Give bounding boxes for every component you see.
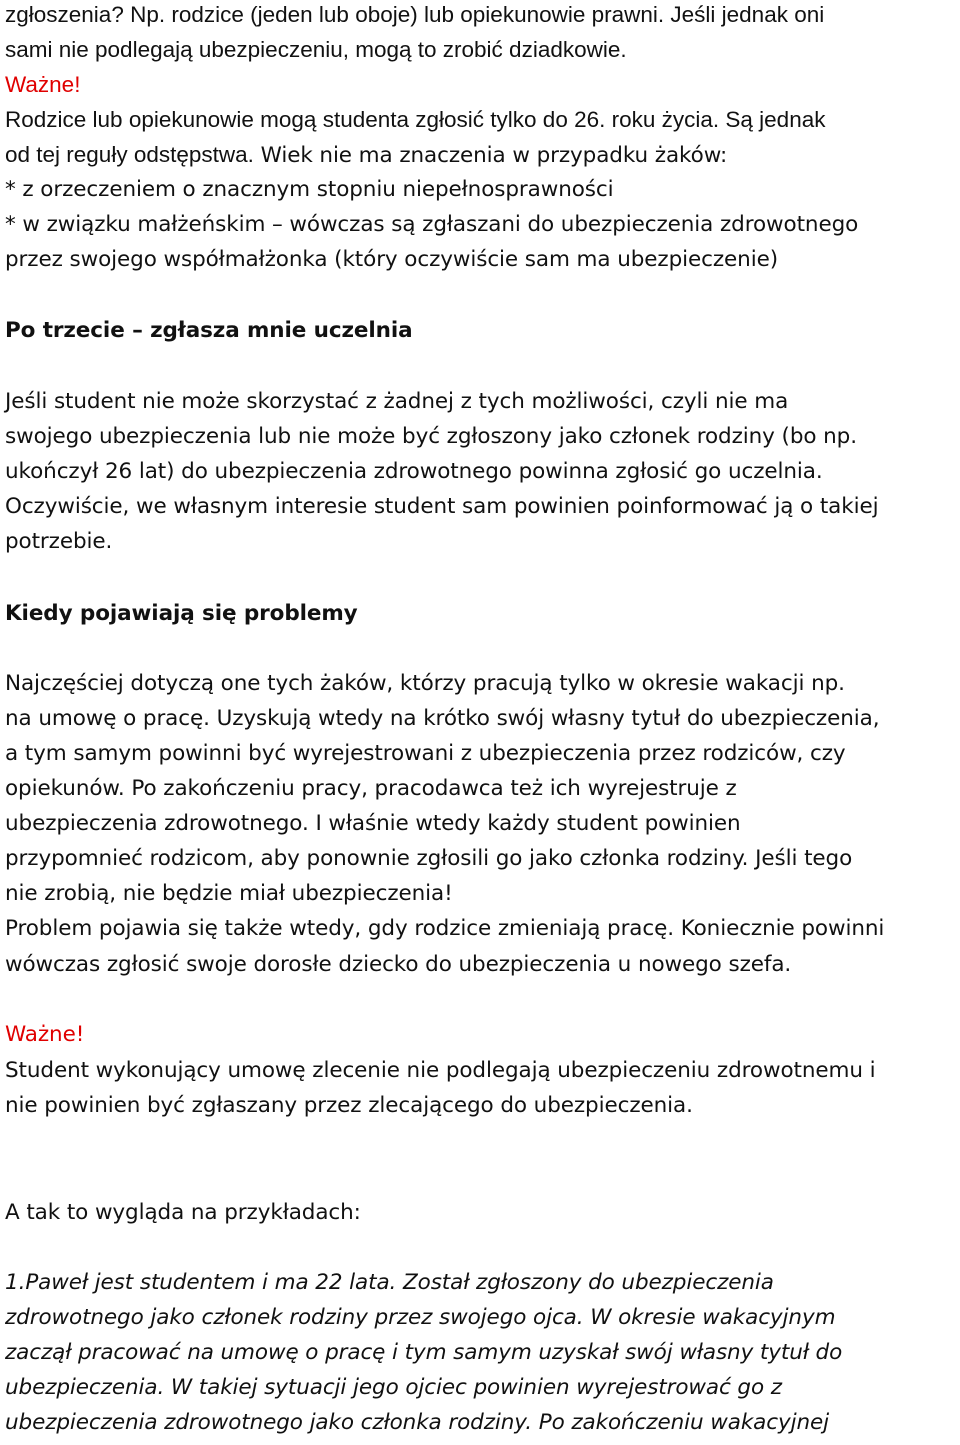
heading-problems: Kiedy pojawiają się problemy — [5, 601, 358, 626]
heading-third: Po trzecie – zgłasza mnie uczelnia — [5, 318, 413, 343]
intro-line-4 — [5, 140, 727, 170]
important-label-2: Ważne! — [5, 1022, 85, 1047]
third-line-4: Oczywiście, we własnym interesie student sam powinien poinformować ją o takiej — [5, 494, 879, 519]
example-line-3: zaczął pracować na umowę o pracę i tym samym uzyskał swój własny tytuł do — [5, 1340, 843, 1365]
problems-line-4: opiekunów. Po zakończeniu pracy, pracodawca też ich wyrejestruje z — [5, 776, 737, 801]
example-line-2: zdrowotnego jako członek rodziny przez swojego ojca. W okresie wakacyjnym — [5, 1305, 836, 1330]
problems-line-3: a tym samym powinni być wyrejestrowani z ubezpieczenia przez rodziców, czy — [5, 741, 846, 766]
important-line-1: Student wykonujący umowę zlecenie nie podlegają ubezpieczeniu zdrowotnemu i — [5, 1058, 876, 1083]
examples-intro: A tak to wygląda na przykładach: — [5, 1200, 361, 1225]
third-line-5: potrzebie. — [5, 529, 113, 554]
intro-line-4-end: Wiek nie ma znaczenia w przypadku żaków: — [253, 143, 728, 168]
problems-line-8: Problem pojawia się także wtedy, gdy rodzice zmieniają pracę. Koniecznie powinni — [5, 916, 885, 941]
intro-line-2: sami nie podlegają ubezpieczeniu, mogą to zrobić dziadkowie. — [5, 37, 627, 62]
third-line-2: swojego ubezpieczenia lub nie może być zgłoszony jako członek rodziny (bo np. — [5, 424, 857, 449]
bullet-disability: * z orzeczeniem o znacznym stopniu niepełnosprawności — [5, 177, 614, 202]
problems-line-5: ubezpieczenia zdrowotnego. I właśnie wtedy każdy student powinien — [5, 811, 741, 836]
important-label-1: Ważne! — [5, 72, 81, 97]
problems-line-2: na umowę o pracę. Uzyskują wtedy na krótko swój własny tytuł do ubezpieczenia, — [5, 706, 880, 731]
problems-line-9: wówczas zgłosić swoje dorosłe dziecko do ubezpieczenia u nowego szefa. — [5, 952, 792, 977]
example-line-5: ubezpieczenia zdrowotnego jako członka rodziny. Po zakończeniu wakacyjnej — [5, 1410, 829, 1435]
intro-line-1: zgłoszenia? Np. rodzice (jeden lub oboje) lub opiekunowie prawni. Jeśli jednak oni — [5, 2, 825, 27]
problems-line-7: nie zrobią, nie będzie miał ubezpieczenia! — [5, 881, 453, 906]
third-line-3: ukończył 26 lat) do ubezpieczenia zdrowotnego powinna zgłosić go uczelnia. — [5, 459, 823, 484]
third-line-1: Jeśli student nie może skorzystać z żadnej z tych możliwości, czyli nie ma — [5, 389, 789, 414]
problems-line-6: przypomnieć rodzicom, aby ponownie zgłosili go jako członka rodziny. Jeśli tego — [5, 846, 853, 871]
bullet-marriage: * w związku małżeńskim – wówczas są zgłaszani do ubezpieczenia zdrowotnego — [5, 212, 859, 237]
example-line-4: ubezpieczenia. W takiej sytuacji jego ojciec powinien wyrejestrować go z — [5, 1375, 782, 1400]
problems-line-1: Najczęściej dotyczą one tych żaków, którzy pracują tylko w okresie wakacji np. — [5, 671, 845, 696]
example-line-1: 1.Paweł jest studentem i ma 22 lata. Został zgłoszony do ubezpieczenia — [5, 1270, 774, 1295]
important-line-2: nie powinien być zgłaszany przez zlecającego do ubezpieczenia. — [5, 1093, 693, 1118]
intro-line-7: przez swojego współmałżonka (który oczywiście sam ma ubezpieczenie) — [5, 247, 778, 272]
intro-line-4-start: od tej reguły odstępstwa. — [5, 142, 254, 167]
intro-line-3: Rodzice lub opiekunowie mogą studenta zgłosić tylko do 26. roku życia. Są jednak — [5, 107, 826, 132]
